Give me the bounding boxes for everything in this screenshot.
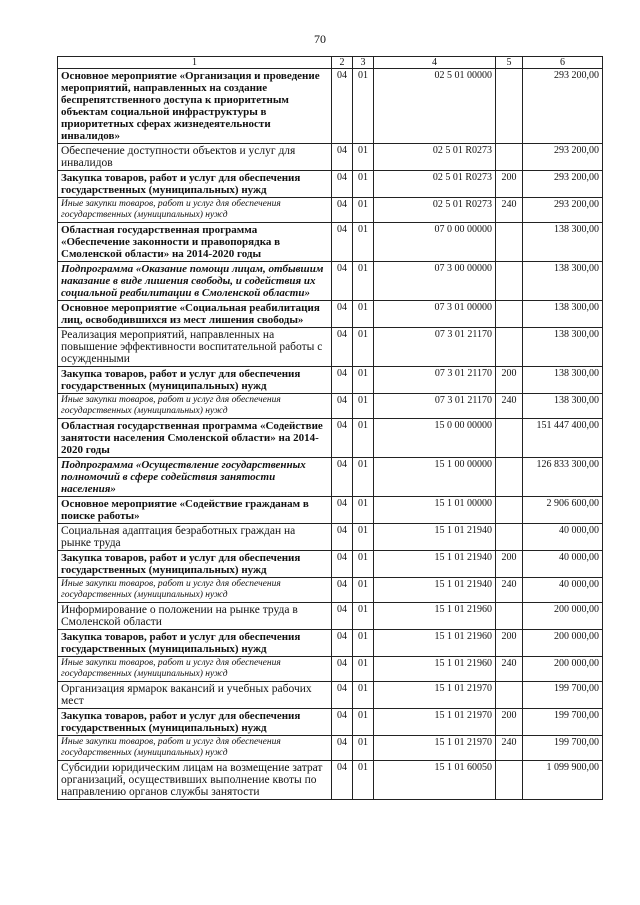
section-code: 04 (332, 419, 353, 458)
target-article-code: 02 5 01 R0273 (374, 144, 496, 171)
table-header (58, 57, 603, 69)
section-code: 04 (332, 497, 353, 524)
section-code: 04 (332, 578, 353, 603)
target-article-code: 15 1 01 21970 (374, 709, 496, 736)
target-article-code: 02 5 01 R0273 (374, 198, 496, 223)
amount: 293 200,00 (523, 144, 603, 171)
amount: 138 300,00 (523, 223, 603, 262)
section-code: 04 (332, 682, 353, 709)
table-row (58, 578, 603, 603)
subsection-code: 01 (353, 223, 374, 262)
section-code: 04 (332, 736, 353, 761)
target-article-code: 07 0 00 00000 (374, 223, 496, 262)
subsection-code: 01 (353, 497, 374, 524)
section-code: 04 (332, 262, 353, 301)
expense-type-code (496, 603, 523, 630)
item-name: Организация ярмарок вакансий и учебных рабочих мест (58, 682, 332, 709)
expense-type-code (496, 223, 523, 262)
target-article-code: 07 3 01 21170 (374, 394, 496, 419)
item-name: Иные закупки товаров, работ и услуг для обеспечения государственных (муниципальных) нужд (58, 657, 332, 682)
subsection-code: 01 (353, 524, 374, 551)
table-row (58, 682, 603, 709)
header-col-6: 6 (523, 57, 603, 69)
section-code: 04 (332, 171, 353, 198)
amount: 200 000,00 (523, 603, 603, 630)
target-article-code: 15 1 01 21970 (374, 736, 496, 761)
expense-type-code (496, 682, 523, 709)
item-name: Основное мероприятие «Содействие гражданам в поиске работы» (58, 497, 332, 524)
item-name: Реализация мероприятий, направленных на повышение эффективности воспитательной работы с осужденными (58, 328, 332, 367)
amount: 138 300,00 (523, 394, 603, 419)
expense-type-code: 200 (496, 551, 523, 578)
expense-type-code (496, 301, 523, 328)
subsection-code: 01 (353, 171, 374, 198)
table-row (58, 736, 603, 761)
section-code: 04 (332, 630, 353, 657)
item-name: Информирование о положении на рынке труда в Смоленской области (58, 603, 332, 630)
header-col-5: 5 (496, 57, 523, 69)
item-name: Основное мероприятие «Организация и проведение мероприятий, направленных на создание беспрепятственного доступа к приоритетным объектам социальной инфраструктуры в приоритетных сферах жизнедеятельности инвалидов» (58, 69, 332, 144)
amount: 293 200,00 (523, 198, 603, 223)
table-row (58, 223, 603, 262)
expense-type-code (496, 524, 523, 551)
target-article-code: 07 3 00 00000 (374, 262, 496, 301)
amount: 200 000,00 (523, 657, 603, 682)
subsection-code: 01 (353, 458, 374, 497)
table-row (58, 458, 603, 497)
subsection-code: 01 (353, 328, 374, 367)
section-code: 04 (332, 761, 353, 800)
expense-type-code (496, 69, 523, 144)
amount: 151 447 400,00 (523, 419, 603, 458)
header-col-3: 3 (353, 57, 374, 69)
section-code: 04 (332, 603, 353, 630)
item-name: Основное мероприятие «Социальная реабилитация лиц, освободившихся из мест лишения свободы» (58, 301, 332, 328)
header-col-2: 2 (332, 57, 353, 69)
table-row (58, 394, 603, 419)
table-row (58, 657, 603, 682)
section-code: 04 (332, 394, 353, 419)
amount: 200 000,00 (523, 630, 603, 657)
amount: 40 000,00 (523, 578, 603, 603)
subsection-code: 01 (353, 69, 374, 144)
target-article-code: 15 1 01 21940 (374, 551, 496, 578)
item-name: Иные закупки товаров, работ и услуг для обеспечения государственных (муниципальных) нужд (58, 394, 332, 419)
expense-type-code: 200 (496, 709, 523, 736)
table-row (58, 761, 603, 800)
amount: 138 300,00 (523, 328, 603, 367)
target-article-code: 02 5 01 00000 (374, 69, 496, 144)
table-row (58, 198, 603, 223)
subsection-code: 01 (353, 682, 374, 709)
expense-type-code: 200 (496, 171, 523, 198)
subsection-code: 01 (353, 367, 374, 394)
item-name: Областная государственная программа «Содействие занятости населения Смоленской области» на 2014-2020 годы (58, 419, 332, 458)
table-row (58, 551, 603, 578)
target-article-code: 15 1 01 60050 (374, 761, 496, 800)
target-article-code: 15 1 01 21940 (374, 578, 496, 603)
item-name: Субсидии юридическим лицам на возмещение затрат организаций, осуществивших выполнение квоты по направлению органов службы занятости (58, 761, 332, 800)
section-code: 04 (332, 223, 353, 262)
target-article-code: 07 3 01 00000 (374, 301, 496, 328)
target-article-code: 15 1 01 21970 (374, 682, 496, 709)
item-name: Подпрограмма «Оказание помощи лицам, отбывшим наказание в виде лишения свободы, и содействия их социальной реабилитации в Смоленской области» (58, 262, 332, 301)
subsection-code: 01 (353, 578, 374, 603)
subsection-code: 01 (353, 709, 374, 736)
target-article-code: 07 3 01 21170 (374, 328, 496, 367)
target-article-code: 07 3 01 21170 (374, 367, 496, 394)
table-row (58, 709, 603, 736)
expense-type-code (496, 144, 523, 171)
expense-type-code: 200 (496, 630, 523, 657)
section-code: 04 (332, 301, 353, 328)
subsection-code: 01 (353, 736, 374, 761)
expense-type-code (496, 761, 523, 800)
amount: 126 833 300,00 (523, 458, 603, 497)
expense-type-code (496, 262, 523, 301)
table-row (58, 630, 603, 657)
expense-type-code: 240 (496, 578, 523, 603)
budget-table (57, 56, 603, 800)
section-code: 04 (332, 144, 353, 171)
item-name: Областная государственная программа «Обеспечение законности и правопорядка в Смоленской области» на 2014-2020 годы (58, 223, 332, 262)
target-article-code: 15 1 01 21960 (374, 657, 496, 682)
expense-type-code (496, 458, 523, 497)
table-row (58, 367, 603, 394)
table-row (58, 524, 603, 551)
item-name: Подпрограмма «Осуществление государственных полномочий в сфере содействия занятости населения» (58, 458, 332, 497)
item-name: Иные закупки товаров, работ и услуг для обеспечения государственных (муниципальных) нужд (58, 736, 332, 761)
amount: 1 099 900,00 (523, 761, 603, 800)
header-col-1: 1 (58, 57, 332, 69)
section-code: 04 (332, 657, 353, 682)
table-row (58, 603, 603, 630)
table-row (58, 144, 603, 171)
expense-type-code (496, 328, 523, 367)
item-name: Закупка товаров, работ и услуг для обеспечения государственных (муниципальных) нужд (58, 171, 332, 198)
table-row (58, 301, 603, 328)
item-name: Закупка товаров, работ и услуг для обеспечения государственных (муниципальных) нужд (58, 551, 332, 578)
subsection-code: 01 (353, 262, 374, 301)
subsection-code: 01 (353, 630, 374, 657)
item-name: Закупка товаров, работ и услуг для обеспечения государственных (муниципальных) нужд (58, 630, 332, 657)
expense-type-code (496, 497, 523, 524)
amount: 138 300,00 (523, 262, 603, 301)
amount: 199 700,00 (523, 709, 603, 736)
header-col-4: 4 (374, 57, 496, 69)
table-row (58, 171, 603, 198)
subsection-code: 01 (353, 144, 374, 171)
subsection-code: 01 (353, 301, 374, 328)
section-code: 04 (332, 709, 353, 736)
section-code: 04 (332, 524, 353, 551)
target-article-code: 15 1 01 21960 (374, 630, 496, 657)
table-body (58, 69, 603, 800)
subsection-code: 01 (353, 761, 374, 800)
subsection-code: 01 (353, 419, 374, 458)
table-row (58, 419, 603, 458)
header-row (58, 57, 603, 69)
expense-type-code: 240 (496, 394, 523, 419)
section-code: 04 (332, 551, 353, 578)
target-article-code: 15 1 01 21940 (374, 524, 496, 551)
expense-type-code: 200 (496, 367, 523, 394)
subsection-code: 01 (353, 198, 374, 223)
expense-type-code: 240 (496, 198, 523, 223)
subsection-code: 01 (353, 551, 374, 578)
target-article-code: 15 0 00 00000 (374, 419, 496, 458)
item-name: Обеспечение доступности объектов и услуг для инвалидов (58, 144, 332, 171)
table-row (58, 262, 603, 301)
amount: 293 200,00 (523, 171, 603, 198)
section-code: 04 (332, 69, 353, 144)
amount: 40 000,00 (523, 524, 603, 551)
expense-type-code: 240 (496, 657, 523, 682)
section-code: 04 (332, 328, 353, 367)
target-article-code: 15 1 01 00000 (374, 497, 496, 524)
expense-type-code: 240 (496, 736, 523, 761)
amount: 293 200,00 (523, 69, 603, 144)
table-row (58, 497, 603, 524)
target-article-code: 15 1 00 00000 (374, 458, 496, 497)
item-name: Социальная адаптация безработных граждан на рынке труда (58, 524, 332, 551)
section-code: 04 (332, 198, 353, 223)
section-code: 04 (332, 367, 353, 394)
item-name: Иные закупки товаров, работ и услуг для обеспечения государственных (муниципальных) нужд (58, 198, 332, 223)
subsection-code: 01 (353, 394, 374, 419)
table-row (58, 69, 603, 144)
table-row (58, 328, 603, 367)
amount: 2 906 600,00 (523, 497, 603, 524)
item-name: Закупка товаров, работ и услуг для обеспечения государственных (муниципальных) нужд (58, 367, 332, 394)
amount: 138 300,00 (523, 367, 603, 394)
amount: 138 300,00 (523, 301, 603, 328)
item-name: Закупка товаров, работ и услуг для обеспечения государственных (муниципальных) нужд (58, 709, 332, 736)
target-article-code: 02 5 01 R0273 (374, 171, 496, 198)
subsection-code: 01 (353, 603, 374, 630)
expense-type-code (496, 419, 523, 458)
section-code: 04 (332, 458, 353, 497)
amount: 40 000,00 (523, 551, 603, 578)
amount: 199 700,00 (523, 736, 603, 761)
amount: 199 700,00 (523, 682, 603, 709)
subsection-code: 01 (353, 657, 374, 682)
target-article-code: 15 1 01 21960 (374, 603, 496, 630)
item-name: Иные закупки товаров, работ и услуг для обеспечения государственных (муниципальных) нужд (58, 578, 332, 603)
page-number: 70 (314, 32, 326, 46)
